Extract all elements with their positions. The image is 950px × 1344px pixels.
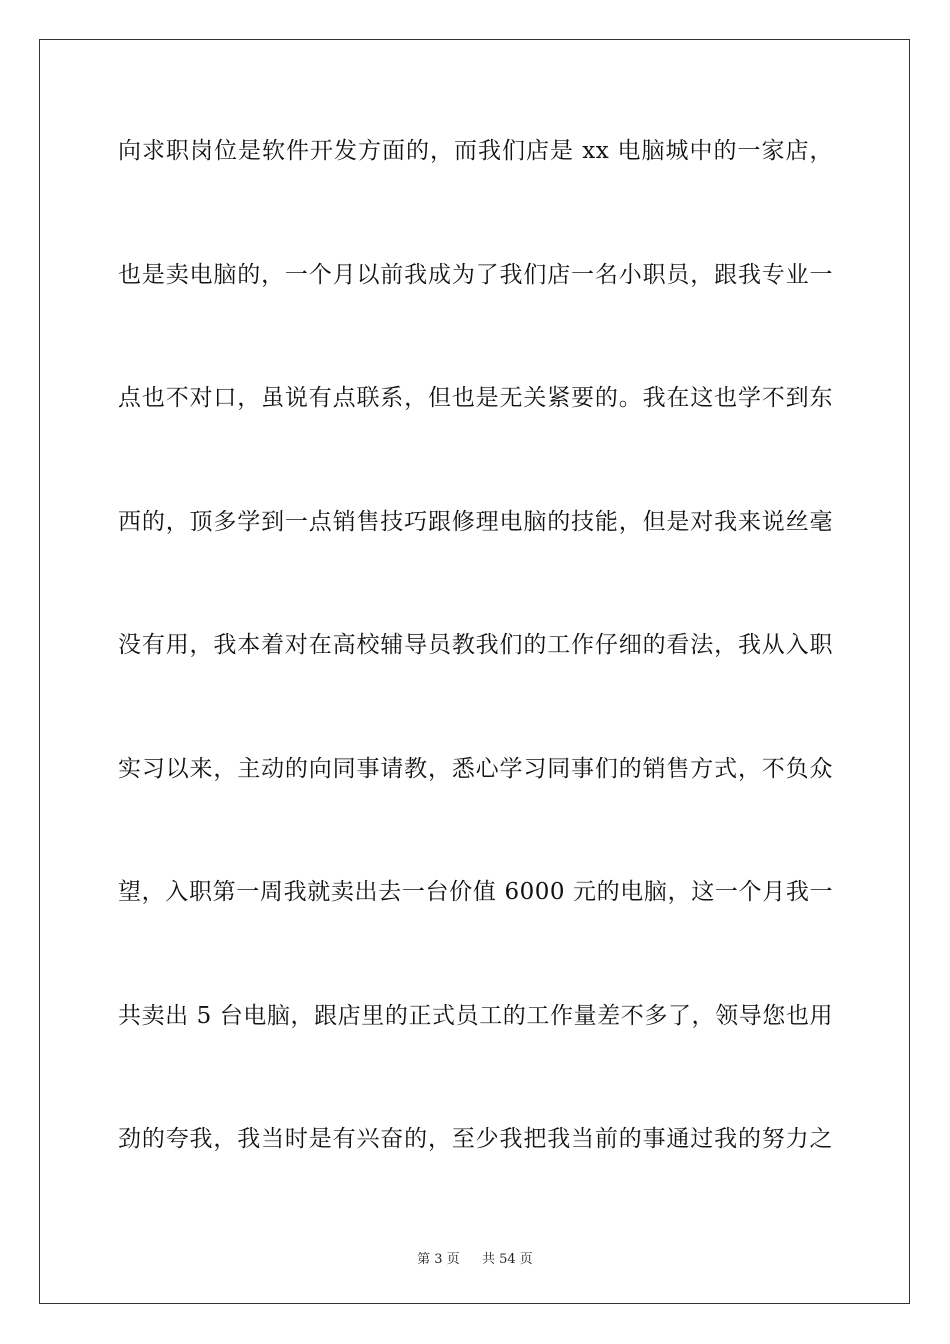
- body-line-4: 西的，顶多学到一点销售技巧跟修理电脑的技能，但是对我来说丝毫: [118, 508, 833, 535]
- total-pages-label: 共 54 页: [482, 1252, 533, 1267]
- body-line-1: 向求职岗位是软件开发方面的，而我们店是 xx 电脑城中的一家店，: [118, 138, 833, 164]
- body-line-7: 望，入职第一周我就卖出去一台价值 6000 元的电脑，这一个月我一: [118, 879, 833, 905]
- document-body: [118, 130, 833, 1242]
- body-line-8: 共卖出 5 台电脑，跟店里的正式员工的工作量差不多了，领导您也用: [118, 1002, 833, 1029]
- current-page-label: 第 3 页: [417, 1252, 460, 1267]
- body-line-2: 也是卖电脑的，一个月以前我成为了我们店一名小职员，跟我专业一: [118, 261, 833, 288]
- body-line-5: 没有用，我本着对在高校辅导员教我们的工作仔细的看法，我从入职: [118, 632, 833, 658]
- body-line-9: 劲的夸我，我当时是有兴奋的，至少我把我当前的事通过我的努力之: [118, 1126, 833, 1152]
- body-line-3: 点也不对口，虽说有点联系，但也是无关紧要的。我在这也学不到东: [118, 385, 833, 411]
- page-footer: [0, 1248, 950, 1267]
- body-line-6: 实习以来，主动的向同事请教，悉心学习同事们的销售方式，不负众: [118, 755, 833, 782]
